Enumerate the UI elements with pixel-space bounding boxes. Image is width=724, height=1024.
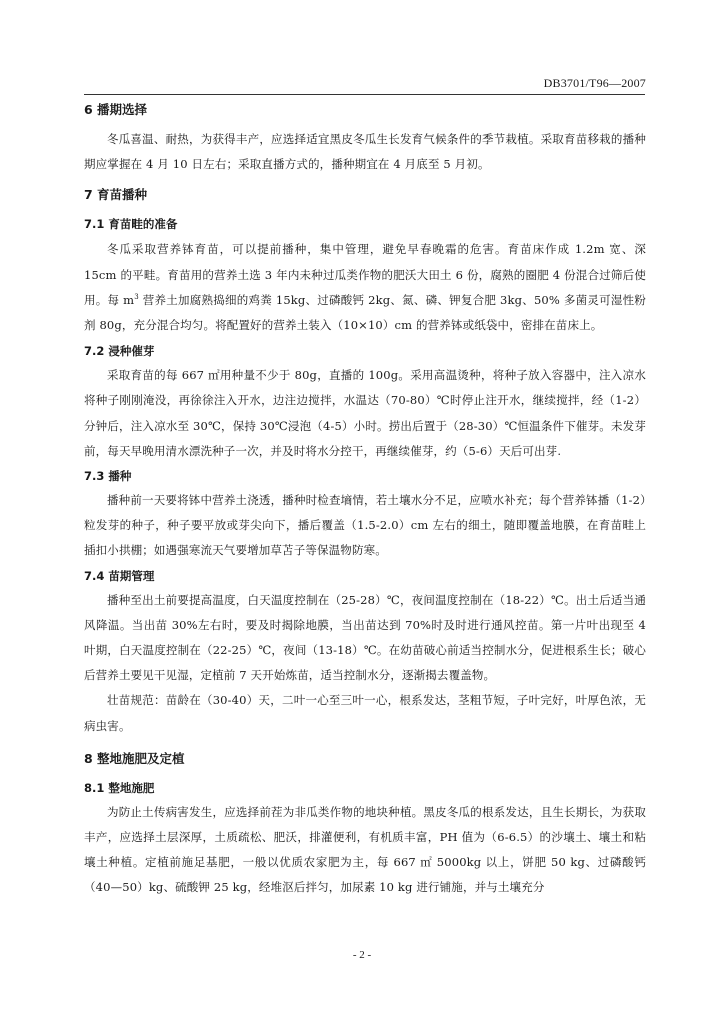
section-7-1-heading: 7.1 育苗畦的准备 bbox=[84, 217, 178, 232]
section-7-4-seedling-standard: 壮苗规范：苗龄在（30-40）天，二叶一心至三叶一心，根系发达，茎粗节短，子叶完好，叶厚色浓，无病虫害。 bbox=[84, 693, 646, 733]
section-7-1-text-end: 营养土加腐熟捣细的鸡粪 15kg、过磷酸钙 2kg、氮、磷、钾复合肥 3kg、50% 多菌灵可湿性粉剂 80g，充分混合均匀。将配置好的营养土装入（10×10）cm 的营养钵或纸袋中，密排在苗床上。 bbox=[84, 292, 647, 333]
section-7-3-paragraph: 播种前一天要将钵中营养土浇透，播种时检查墒情，若土壤水分不足，应喷水补充；每个营养钵播（1-2）粒发芽的种子，种子要平放或芽尖向下，播后覆盖（1.5-2.0）cm 左右的细土，随即覆盖地膜，在育苗畦上插扣小拱棚；如遇强寒流天气要增加草苫子等保温物防寒。 bbox=[84, 493, 646, 558]
section-7-3-heading: 7.3 播种 bbox=[84, 469, 132, 484]
section-7-1-paragraph bbox=[84, 237, 646, 338]
section-7-4-heading: 7.4 苗期管理 bbox=[84, 568, 155, 583]
section-6-heading: 6 播期选择 bbox=[84, 102, 148, 117]
section-8-1-heading: 8.1 整地施肥 bbox=[84, 780, 155, 795]
document-code: DB3701/T96—2007 bbox=[543, 76, 646, 90]
section-7-2-paragraph: 采取育苗的每 667 ㎡用种量不少于 80g，直播的 100g。采用高温烫种，将种子放入容器中，注入凉水将种子刚刚淹没，再徐徐注入开水，边注边搅拌，水温达（70-80）℃时停止注开水，继续搅拌，经（1-2）分钟后，注入凉水至 30℃，保持 30℃浸泡（4-5）小时。捞出后置于（28-30）℃恒温条件下催芽。未发芽前，每天早晚用清水漂洗种子一次，并及时将水分控干，再继续催芽，约（5-6）天后可出芽. bbox=[84, 368, 646, 458]
cubic-superscript: 3 bbox=[134, 292, 139, 301]
section-8-heading: 8 整地施肥及定植 bbox=[84, 750, 185, 766]
section-8-1-paragraph: 为防止土传病害发生，应选择前茬为非瓜类作物的地块种植。黑皮冬瓜的根系发达，且生长期长，为获取丰产，应选择土层深厚，土质疏松、肥沃，排灌便利，有机质丰富，PH 值为（6-6.5）的沙壤土、壤土和粘壤土种植。定植前施足基肥，一般以优质农家肥为主，每 667 ㎡ 5000kg 以上，饼肥 50 kg、过磷酸钙（40—50）kg、硫酸钾 25 kg，经堆沤后拌匀，加尿素 10 kg 进行铺施，并与土壤充分 bbox=[84, 804, 646, 895]
page-content bbox=[84, 98, 646, 901]
page-number: - 2 - bbox=[352, 949, 372, 961]
header-rule bbox=[84, 94, 645, 95]
section-7-heading: 7 育苗播种 bbox=[84, 187, 148, 203]
section-7-2-heading: 7.2 浸种催芽 bbox=[84, 344, 155, 359]
section-7-4-paragraph: 播种至出土前要提高温度，白天温度控制在（25-28）℃，夜间温度控制在（18-22）℃。出土后适当通风降温。当出苗 30%左右时，要及时揭除地膜，当出苗达到 70%时及时进行通风控苗。第一片叶出现至 4 叶期，白天温度控制在（22-25）℃，夜间（13-18）℃。在幼苗破心前适当控制水分，促进根系生长；破心后营养土要见干见湿，定植前 7 天开始炼苗，适当控制水分，逐渐揭去覆盖物。 bbox=[84, 592, 646, 683]
section-6-paragraph: 冬瓜喜温、耐热，为获得丰产，应选择适宜黑皮冬瓜生长发育气候条件的季节栽植。采取育苗移栽的播种期应掌握在 4 月 10 日左右；采取直播方式的，播种期宜在 4 月底至 5 月初。 bbox=[84, 132, 646, 172]
section-7-1-text-start: 冬瓜采取营养钵育苗，可以提前播种，集中管理，避免早春晚霜的危害。育苗床作成 1.2m 宽、深 15cm 的平畦。育苗用的营养土选 3 年内未种过瓜类作物的肥沃大田土 6 份，腐熟的圈肥 4 份混合过筛后使用。每 m bbox=[84, 242, 646, 307]
